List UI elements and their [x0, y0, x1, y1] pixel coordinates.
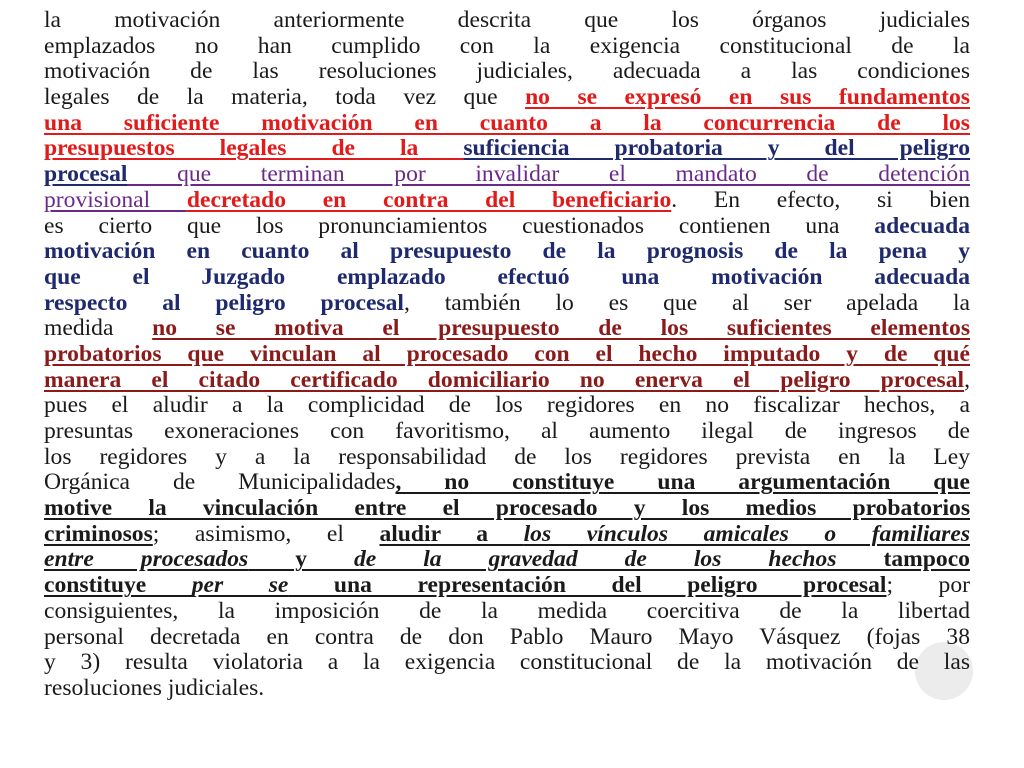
text-line [44, 419, 970, 445]
text-segment: adecuada [874, 213, 970, 239]
text-segment: probatorios que vinculan al procesado [44, 341, 509, 367]
text-segment: los vínculos amicales o familiares [523, 521, 970, 547]
text-segment: personal decretada en contra de don Pablo Mauro Mayo Vásquez (fojas 38 [44, 624, 970, 650]
text-segment: manera el citado certificado domiciliario no enerva el peligro procesal [44, 367, 965, 393]
text-segment: motive la vinculación entre el procesado y los medios probatorios [44, 496, 970, 522]
text-segment: y [248, 547, 354, 573]
text-segment: presupuestos legales de la [44, 136, 464, 162]
text-segment: emplazados no han cumplido con la exigencia constitucional de la [44, 33, 970, 59]
text-line [44, 496, 970, 522]
text-segment: los regidores y a la responsabilidad de los regidores prevista en la Ley [44, 444, 970, 470]
text-segment: per se [191, 573, 289, 599]
text-line [44, 650, 970, 676]
text-segment: con el hecho imputado y de qué [508, 341, 970, 367]
text-segment: , no constituye una argumentación que [395, 470, 970, 496]
text-line [44, 342, 970, 368]
text-segment: tampoco [836, 547, 970, 573]
text-line [44, 111, 970, 137]
text-segment: . En efecto, si bien [671, 187, 970, 213]
text-segment: motivación de las resoluciones judiciales, adecuada a las condiciones [44, 59, 970, 85]
text-segment: entre procesados [44, 547, 249, 573]
text-line [44, 625, 970, 651]
text-segment: , [964, 367, 970, 393]
text-line [44, 136, 970, 162]
text-segment: ; asimismo, el [152, 521, 380, 547]
text-segment: motivación en cuanto al presupuesto de la prognosis de la pena y [44, 239, 970, 265]
text-segment: no se expresó en sus fundamentos [525, 85, 970, 111]
text-segment: provisional [44, 187, 187, 213]
text-segment: respecto al peligro procesal [44, 290, 404, 316]
text-segment: que el Juzgado emplazado efectuó una motivación adecuada [44, 264, 970, 290]
text-segment: y 3) resulta violatoria a la exigencia constitucional de la motivación de las [44, 650, 970, 676]
text-segment: legales de la materia, toda vez que [44, 85, 526, 111]
text-line [44, 265, 970, 291]
text-line [44, 316, 970, 342]
text-line [44, 368, 970, 394]
text-segment: ; por [886, 573, 970, 599]
text-segment: una representación del peligro procesal [288, 573, 887, 599]
text-line [44, 85, 970, 111]
text-line [44, 188, 970, 214]
text-line [44, 59, 970, 85]
text-line [44, 34, 970, 60]
text-line [44, 393, 970, 419]
text-segment: una suficiente motivación en cuanto a la concurrencia de los [44, 110, 970, 136]
text-line [44, 573, 970, 599]
text-segment: de la gravedad de los hechos [353, 547, 837, 573]
text-segment: resoluciones judiciales. [44, 675, 265, 701]
text-segment: consiguientes, la imposición de la medida coercitiva de la libertad [44, 598, 970, 624]
legal-text-body [44, 8, 970, 702]
text-line [44, 214, 970, 240]
text-line [44, 162, 970, 188]
text-segment: medida [44, 316, 153, 342]
text-segment: aludir a [379, 521, 524, 547]
text-line [44, 470, 970, 496]
text-segment: la motivación anteriormente descrita que los órganos judiciales [44, 8, 970, 33]
text-segment: decretado en contra del beneficiario [186, 187, 672, 213]
text-line [44, 547, 970, 573]
text-line [44, 445, 970, 471]
text-segment: Orgánica de Municipalidades [44, 470, 396, 496]
text-line [44, 239, 970, 265]
text-segment: que terminan por invalidar el mandato de detención [127, 162, 970, 188]
text-line [44, 8, 970, 34]
text-line [44, 522, 970, 548]
text-line [44, 599, 970, 625]
text-segment: pues el aludir a la complicidad de los regidores en no fiscalizar hechos, a [44, 393, 970, 419]
text-segment: suficiencia probatoria y del peligro [463, 136, 970, 162]
text-segment: procesal [44, 162, 128, 188]
text-segment: es cierto que los pronunciamientos cuestionados contienen una [44, 213, 875, 239]
text-segment: presuntas exoneraciones con favoritismo, al aumento ilegal de ingresos de [44, 419, 970, 444]
text-segment: , también lo es que al ser apelada la [403, 290, 970, 316]
text-segment: criminosos [44, 521, 153, 547]
text-line [44, 676, 970, 702]
text-line [44, 291, 970, 317]
text-segment: constituye [44, 573, 192, 599]
text-segment: no se motiva el presupuesto de los suficientes elementos [152, 316, 970, 342]
